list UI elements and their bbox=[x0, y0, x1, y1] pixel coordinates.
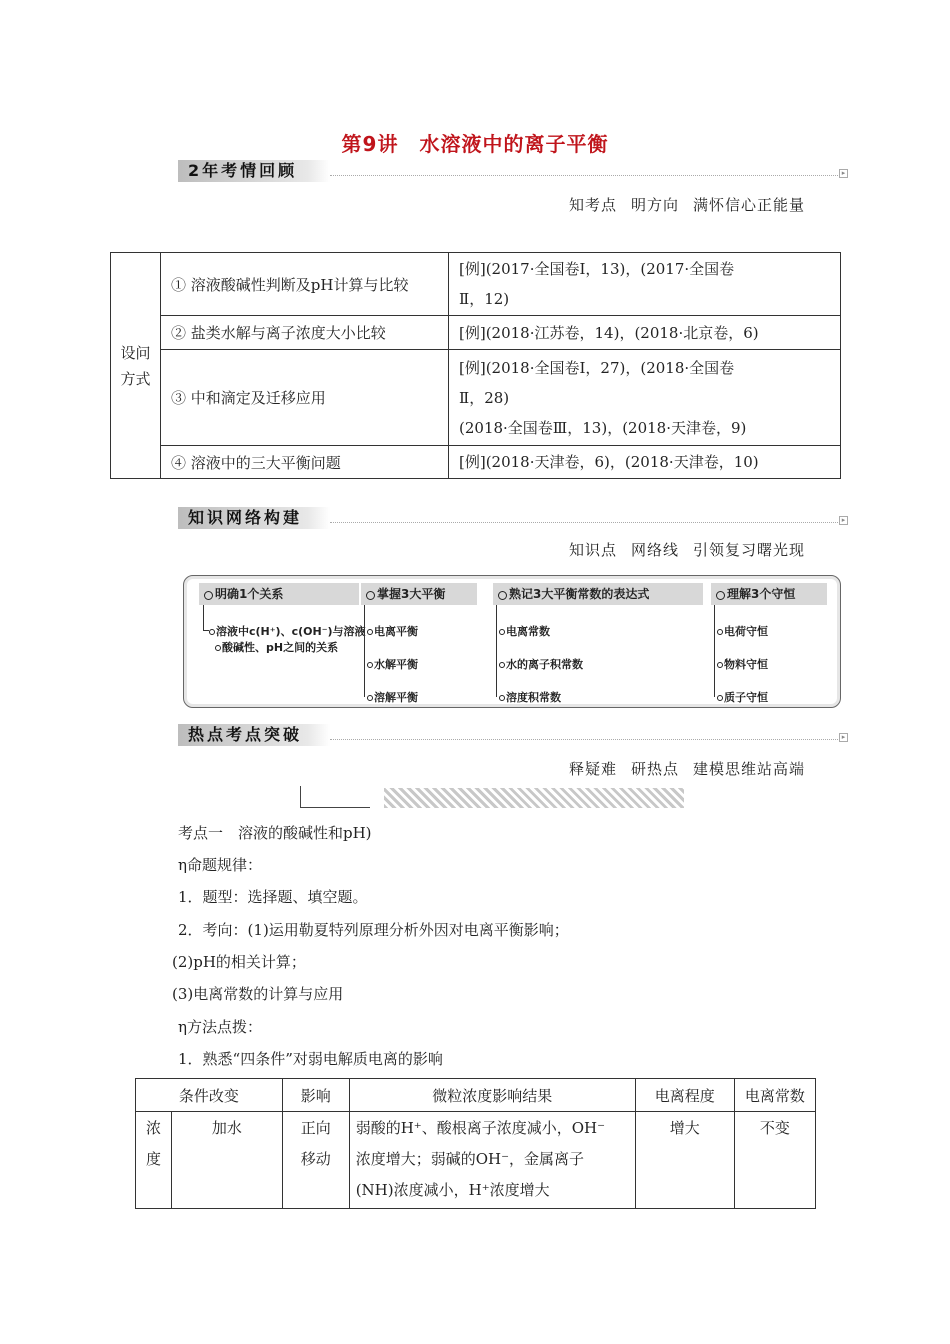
table-cell: 弱酸的H⁺、酸根离子浓度减小，OH⁻ 浓度增大；弱碱的OH⁻，金属离子 (NH)浓度减小，H⁺浓度增大 bbox=[349, 1112, 635, 1209]
knowledge-network bbox=[183, 575, 841, 708]
table-cell: 正向 移动 bbox=[282, 1112, 349, 1209]
table-header: 电离程度 bbox=[635, 1079, 734, 1112]
table-header: 影响 bbox=[282, 1079, 349, 1112]
network-group-head: 掌握3大平衡 bbox=[361, 583, 477, 605]
network-group-head: 理解3个守恒 bbox=[711, 583, 827, 605]
exam-table bbox=[110, 252, 841, 479]
condition-table bbox=[135, 1078, 816, 1209]
network-item: 电离平衡 bbox=[367, 623, 418, 639]
body-line: η方法点拨： bbox=[178, 1018, 262, 1036]
section-header-review bbox=[178, 160, 848, 182]
example-cell: [例](2018·江苏卷，14)，(2018·北京卷，6) bbox=[449, 316, 841, 350]
section-label: 知识网络构建 bbox=[188, 508, 303, 527]
page-title: 第9讲 水溶液中的离子平衡 bbox=[341, 132, 609, 156]
network-item: 水解平衡 bbox=[367, 656, 418, 672]
section-label: 热点考点突破 bbox=[188, 725, 303, 744]
row-header: 设问 方式 bbox=[111, 253, 161, 479]
section-slogan: 知考点 明方向 满怀信心正能量 bbox=[568, 196, 805, 214]
network-item: 物料守恒 bbox=[717, 656, 768, 672]
network-item: 溶解平衡 bbox=[367, 689, 418, 705]
body-line: 1．题型：选择题、填空题。 bbox=[178, 888, 368, 906]
table-header: 条件改变 bbox=[136, 1079, 283, 1112]
table-cell: 增大 bbox=[635, 1112, 734, 1209]
decorative-bracket bbox=[300, 786, 370, 808]
example-cell: [例](2018·天津卷，6)，(2018·天津卷，10) bbox=[449, 446, 841, 479]
section-slogan: 释疑难 研热点 建模思维站高端 bbox=[568, 760, 805, 778]
table-cell: 不变 bbox=[734, 1112, 815, 1209]
section-header-network bbox=[178, 507, 848, 529]
section-header-hotspot bbox=[178, 724, 848, 746]
network-item: 质子守恒 bbox=[717, 689, 768, 705]
topic-title: 考点一 溶液的酸碱性和pH) bbox=[178, 824, 372, 842]
network-item: 水的离子积常数 bbox=[499, 656, 583, 672]
network-item-cont: 酸碱性、pH之间的关系 bbox=[215, 639, 338, 655]
example-cell: [例](2018·全国卷Ⅰ，27)，(2018·全国卷 Ⅱ，28) (2018·全国卷Ⅲ，13)，(2018·天津卷，9) bbox=[449, 350, 841, 446]
topic-cell: ② 盐类水解与离子浓度大小比较 bbox=[161, 316, 449, 350]
table-header: 微粒浓度影响结果 bbox=[349, 1079, 635, 1112]
arrow-icon: ▸ bbox=[839, 169, 848, 178]
topic-cell: ④ 溶液中的三大平衡问题 bbox=[161, 446, 449, 479]
network-group-head: 明确1个关系 bbox=[199, 583, 359, 605]
body-line: 1．熟悉“四条件”对弱电解质电离的影响 bbox=[178, 1050, 443, 1068]
example-cell: [例](2017·全国卷Ⅰ，13)，(2017·全国卷 Ⅱ，12) bbox=[449, 253, 841, 316]
network-item: 溶液中c(H⁺)、c(OH⁻)与溶液 bbox=[209, 623, 366, 639]
network-item: 电离常数 bbox=[499, 623, 550, 639]
decorative-hatch bbox=[384, 788, 684, 808]
network-item: 电荷守恒 bbox=[717, 623, 768, 639]
body-line: η命题规律： bbox=[178, 856, 262, 874]
network-item: 溶度积常数 bbox=[499, 689, 561, 705]
topic-cell: ① 溶液酸碱性判断及pH计算与比较 bbox=[161, 253, 449, 316]
network-group-head: 熟记3大平衡常数的表达式 bbox=[493, 583, 703, 605]
body-line: (2)pH的相关计算； bbox=[172, 953, 306, 971]
table-cell: 加水 bbox=[172, 1112, 283, 1209]
body-line: (3)电离常数的计算与应用 bbox=[172, 985, 344, 1003]
body-line: 2．考向：(1)运用勒夏特列原理分析外因对电离平衡影响； bbox=[178, 921, 569, 939]
arrow-icon: ▸ bbox=[839, 516, 848, 525]
topic-cell: ③ 中和滴定及迁移应用 bbox=[161, 350, 449, 446]
arrow-icon: ▸ bbox=[839, 733, 848, 742]
section-label: 2年考情回顾 bbox=[188, 161, 298, 180]
table-header: 电离常数 bbox=[734, 1079, 815, 1112]
table-cell-group: 浓 度 bbox=[136, 1112, 172, 1209]
section-slogan: 知识点 网络线 引领复习曙光现 bbox=[568, 541, 805, 559]
